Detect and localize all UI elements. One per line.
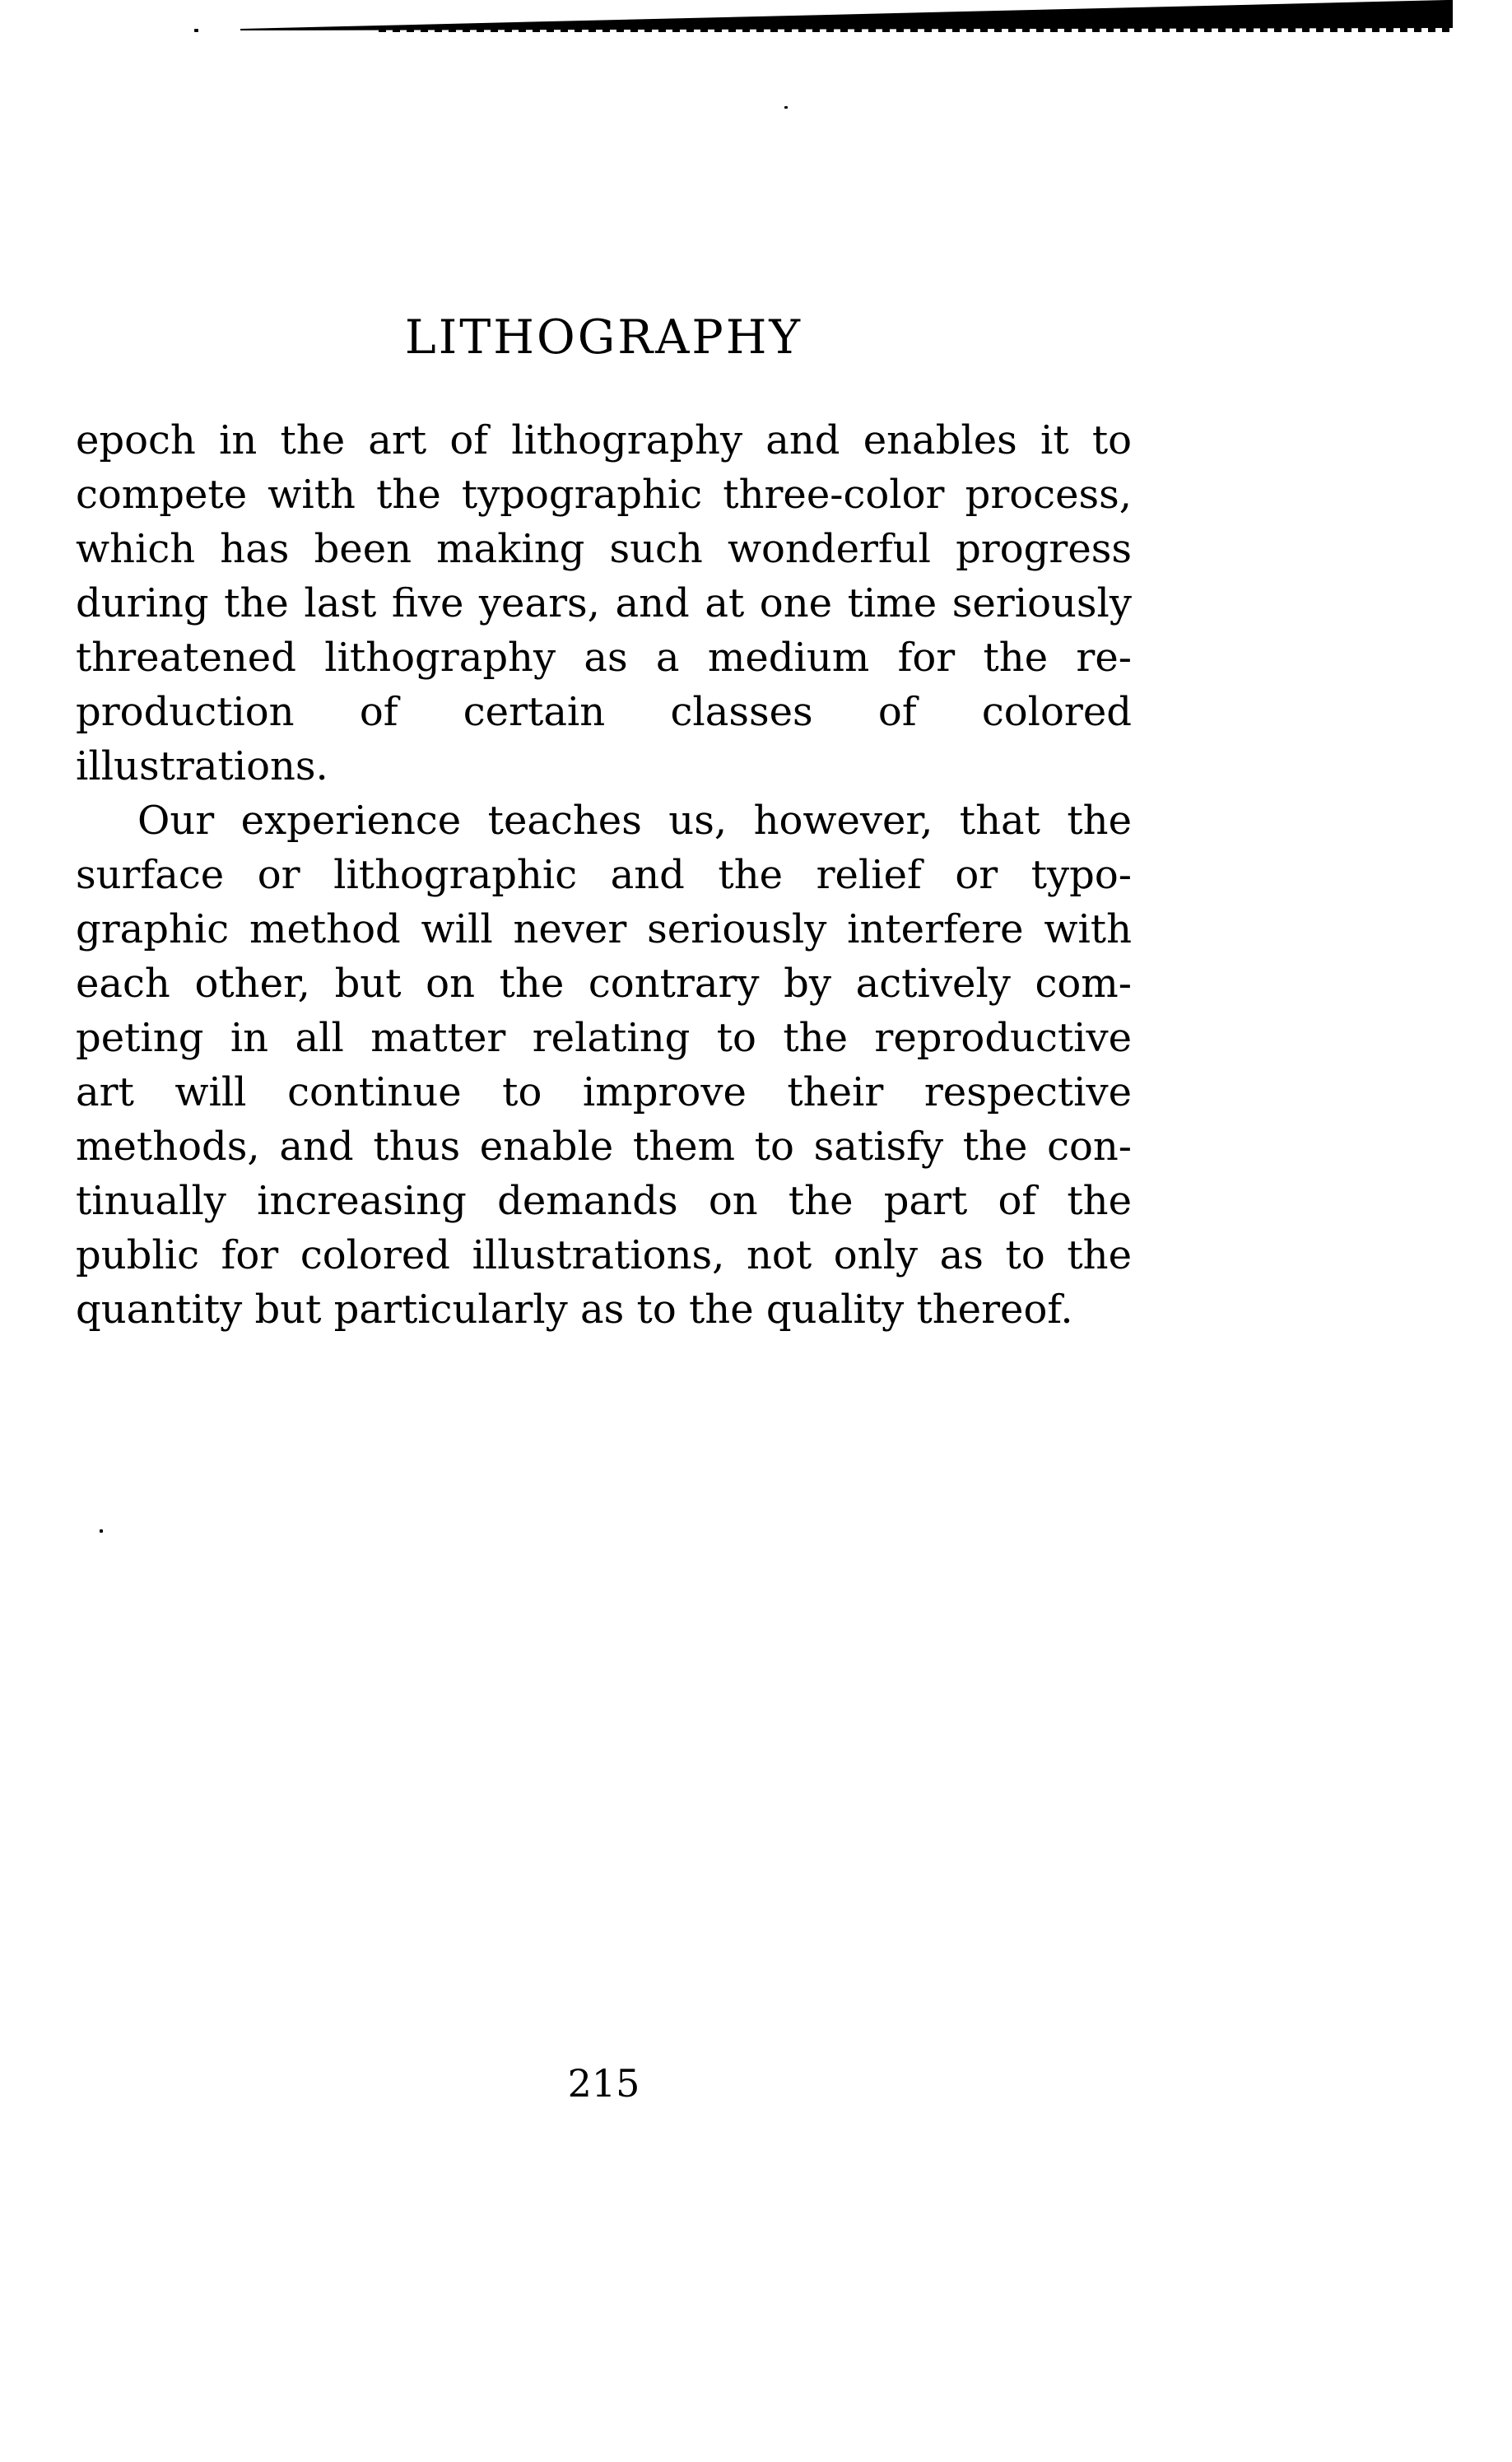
scan-speck xyxy=(194,29,198,32)
text-line: production of certain classes of colored illustrations. xyxy=(76,689,1132,789)
text-line: during the last five years, and at one time seriously xyxy=(76,580,1132,626)
page-body xyxy=(76,413,1132,1337)
page-title: LITHOGRAPHY xyxy=(404,310,803,365)
text-line: Our experience teaches us, however, that the xyxy=(137,798,1132,844)
page-number: 215 xyxy=(567,2061,640,2106)
scan-speck xyxy=(100,1529,103,1533)
text-line: surface or lithographic and the relief or typo- xyxy=(76,852,1132,898)
text-line: epoch in the art of lithography and enables it to xyxy=(76,417,1132,463)
text-line: methods, and thus enable them to satisfy the con- xyxy=(76,1124,1132,1170)
text-line: each other, but on the contrary by actively com- xyxy=(76,961,1132,1007)
text-line: art will continue to improve their respective xyxy=(76,1069,1132,1115)
text-line: public for colored illustrations, not only as to the xyxy=(76,1232,1132,1278)
text-line: peting in all matter relating to the reproductive xyxy=(76,1015,1132,1061)
text-line: threatened lithography as a medium for the re- xyxy=(76,635,1132,681)
text-line: tinually increasing demands on the part of the xyxy=(76,1178,1132,1224)
text-line: graphic method will never seriously interfere with xyxy=(76,906,1132,952)
scan-speck xyxy=(784,106,788,109)
scan-artifact-ragged-edge xyxy=(379,27,1453,32)
text-line: quantity but particularly as to the quality thereof. xyxy=(76,1287,1073,1333)
text-line: compete with the typographic three-color process, xyxy=(76,472,1132,518)
text-line: which has been making such wonderful progress xyxy=(76,526,1132,572)
